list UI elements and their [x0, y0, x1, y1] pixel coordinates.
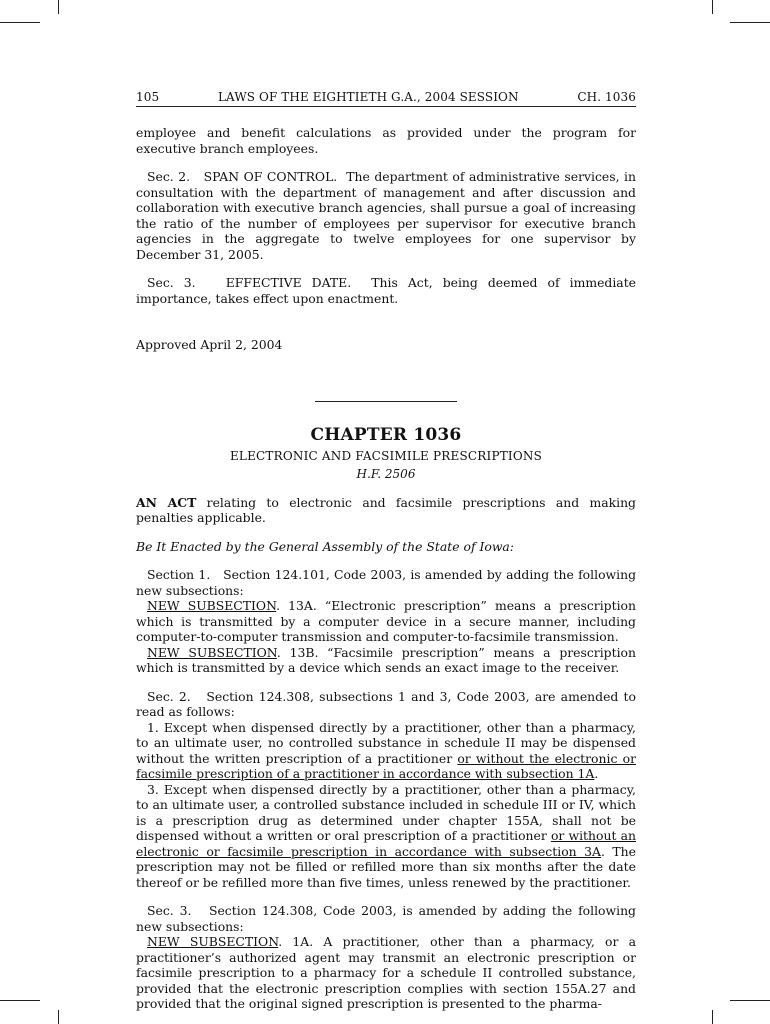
sec-label: Sec. 3. [147, 275, 196, 290]
sec-label: Sec. 2. [147, 688, 191, 704]
section2-intro [136, 689, 636, 720]
chapter-divider [315, 401, 457, 402]
sec-text: The department of administrative services, in consultation with the department of management and after discussion and collaboration with executive branch agencies, shall pursue a goal of increasing the ratio of the number of employees per supervisor for executive branch agencies in the aggregate to twelve employees for one supervisor by December 31, 2005. [136, 169, 636, 262]
act-title [136, 495, 636, 526]
new-subsection-label: NEW SUBSECTION [147, 598, 277, 613]
chapter-title: CHAPTER 1036 [310, 424, 462, 445]
sub-text: . 13A. “Electronic prescription” means a prescription which is transmitted by a computer device in a secure manner, including computer-to-computer transmission and computer-to-facsimile transmission. [136, 598, 636, 644]
subsection-3 [136, 782, 636, 891]
page-number: 105 [136, 90, 160, 104]
sub-text: . 1A. A practitioner, other than a pharmacy, or a practitioner’s authorized agent may transmit an electronic prescription or facsimile prescription to a pharmacy for a schedule II controlled substance, provided that the electronic prescription complies with section 155A.27 and provided that the original signed prescription is presented to the pharma- [136, 934, 636, 1011]
sec-label: Section 1. [147, 567, 211, 582]
sub-text: 3. Except when dispensed directly by a practitioner, other than a pharmacy, to an ultimate user, a controlled substance included in schedule III or IV, which is a prescription drug as determined under chapter 155A, shall not be dispensed without a written or oral prescription of a practitioner [136, 781, 636, 843]
prev-sec3-paragraph [136, 275, 636, 306]
section1-intro [136, 567, 636, 598]
continuation-paragraph: employee and benefit calculations as provided under the program for executive branch employees. [136, 125, 636, 156]
bill-number: H.F. 2506 [356, 466, 416, 481]
sec-heading: SPAN OF CONTROL. [203, 169, 338, 184]
chapter-subtitle: ELECTRONIC AND FACSIMILE PRESCRIPTIONS [229, 448, 543, 463]
crop-mark [730, 22, 770, 23]
sec-text: Section 124.308, Code 2003, is amended by adding the following new subsections: [136, 903, 636, 934]
sec-text: This Act, being deemed of immediate importance, takes effect upon enactment. [136, 275, 637, 306]
act-lead: AN ACT [136, 494, 197, 510]
approved-date: Approved April 2, 2004 [136, 337, 283, 352]
running-header [136, 90, 636, 107]
act-text: relating to electronic and facsimile prescriptions and making penalties applicable. [136, 494, 636, 525]
added-text: or without the electronic or facsimile prescription of a practitioner in accordance with subsection 1A [136, 750, 636, 781]
sub-text: . 13B. “Facsimile prescription” means a prescription which is transmitted by a device which sends an exact image to the receiver. [136, 644, 637, 675]
sec-text: Section 124.308, subsections 1 and 3, Code 2003, are amended to read as follows: [136, 688, 636, 719]
subsection-13b [136, 645, 636, 676]
chapter-ref: CH. 1036 [577, 90, 636, 104]
added-text: or without an electronic or facsimile prescription in accordance with subsection 3A [136, 828, 636, 859]
document-page [136, 90, 636, 1012]
sec-label: Sec. 2. [147, 169, 191, 184]
section3-intro [136, 903, 636, 934]
new-subsection-label: NEW SUBSECTION [147, 644, 277, 660]
subsection-1a [136, 934, 636, 1012]
crop-mark [0, 22, 40, 23]
enacting-clause: Be It Enacted by the General Assembly of the State of Iowa: [136, 538, 514, 554]
running-title: LAWS OF THE EIGHTIETH G.A., 2004 SESSION [217, 90, 519, 104]
sub-end: . [594, 766, 599, 781]
sub-end: . The prescription may not be filled or refilled more than six months after the date thereof or be refilled more than five times, unless renewed by the practitioner. [136, 843, 636, 890]
sec-text: Section 124.101, Code 2003, is amended by adding the following new subsections: [136, 567, 637, 598]
sub-text: 1. Except when dispensed directly by a practitioner, other than a pharmacy, to an ultimate user, no controlled substance in schedule II may be dispensed without the written prescription of a practitioner [136, 719, 636, 766]
crop-mark [58, 0, 59, 14]
crop-mark [58, 1010, 59, 1024]
sec-label: Sec. 3. [147, 903, 192, 918]
sec-heading: EFFECTIVE DATE. [225, 275, 352, 290]
new-subsection-label: NEW SUBSECTION [147, 934, 279, 949]
subsection-13a [136, 598, 636, 645]
subsection-1 [136, 720, 636, 782]
prev-sec2-paragraph [136, 169, 636, 262]
crop-mark [730, 1000, 770, 1001]
crop-mark [712, 0, 713, 14]
crop-mark [712, 1010, 713, 1024]
crop-mark [0, 1000, 40, 1001]
